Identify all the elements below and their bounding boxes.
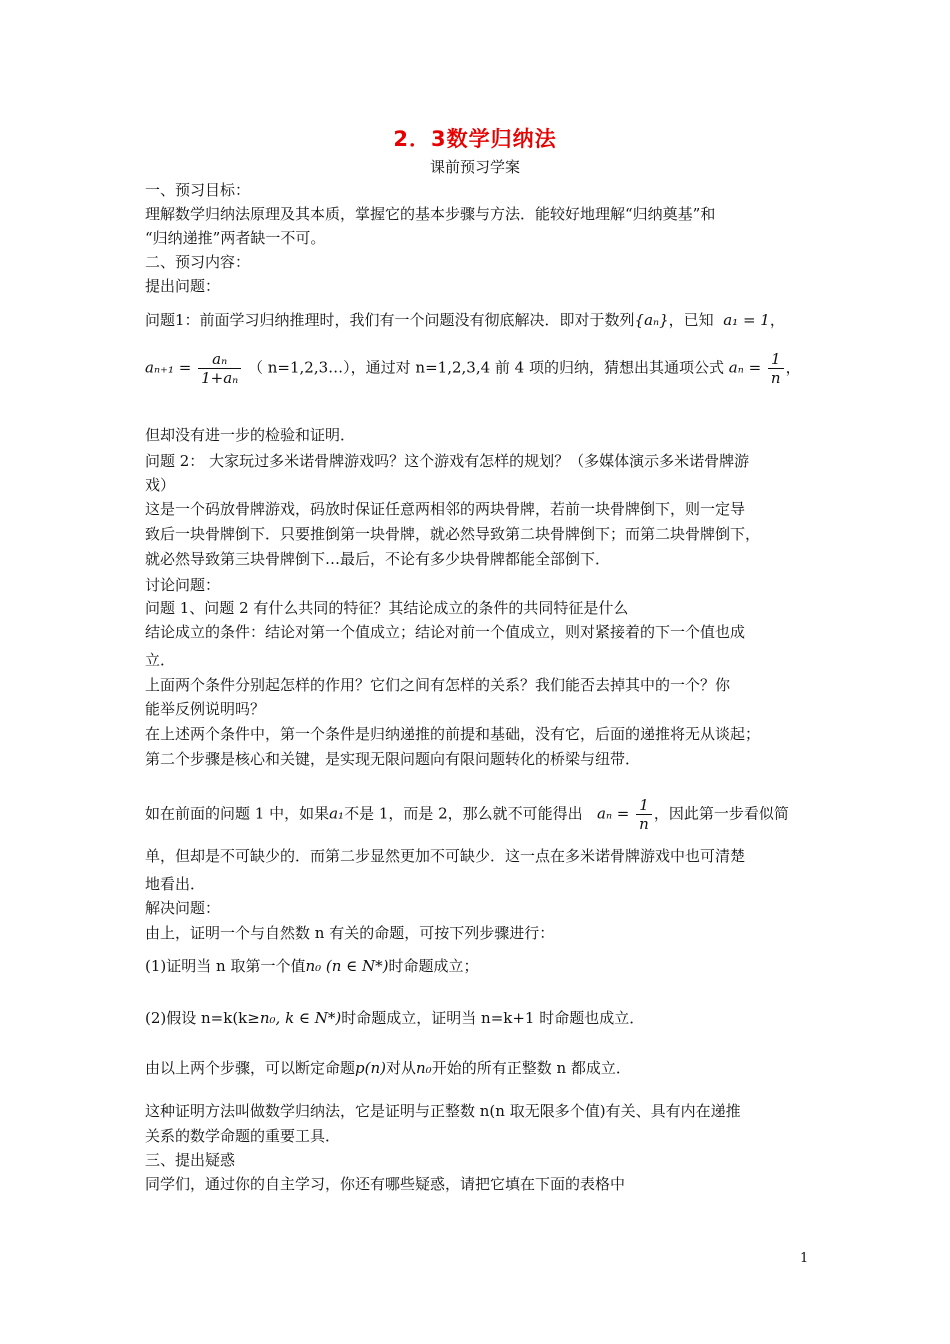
section-heading-goals: 一、预习目标： (145, 181, 251, 199)
text-run: 如在前面的问题 1 中，如果 (145, 804, 330, 823)
text-run: 由以上两个步骤，可以断定命题 (145, 1059, 356, 1077)
paragraph-line: 就必然导致第三块骨牌倒下…最后，不论有多少块骨牌都能全部倒下． (145, 550, 611, 568)
step-2-line (145, 1008, 644, 1028)
paragraph-line: 能举反例说明吗？ (145, 700, 266, 718)
paragraph-line: 第二个步骤是核心和关键，是实现无限问题向有限问题转化的桥梁与纽带． (145, 750, 641, 768)
problem-2-line: 问题 2： 大家玩过多米诺骨牌游戏吗？这个游戏有怎样的规划？（多媒体演示多米诺骨牌游 (145, 452, 750, 470)
general-term-lhs: aₙ = (597, 804, 630, 823)
fraction-numerator: aₙ (198, 350, 241, 369)
text-run: 问题1：前面学习归纳推理时，我们有一个问题没有彻底解决．即对于数列 (145, 311, 635, 329)
text-run: （ n=1,2,3…），通过对 n=1,2,3,4 前 4 项的归纳，猜想出其通项公式 (248, 358, 724, 377)
paragraph-line: 理解数学归纳法原理及其本质，掌握它的基本步骤与方法．能较好地理解“归纳奠基”和 (145, 205, 716, 223)
initial-term-formula: a₁ = 1 (723, 311, 770, 329)
section-heading-questions: 三、提出疑惑 (145, 1151, 236, 1169)
general-term-lhs: aₙ = (728, 358, 762, 377)
text-run: (2)假设 n=k(k≥ (145, 1009, 260, 1027)
text-run: 时命题成立，证明当 n=k+1 时命题也成立． (341, 1009, 645, 1027)
page-subtitle: 课前预习学案 (429, 158, 520, 176)
general-term-fraction (636, 796, 652, 833)
text-run: ，因此第一步看似简 (653, 804, 789, 823)
text-run: 对从 (385, 1059, 416, 1077)
text-run: ，已知 (668, 311, 714, 329)
recurrence-lhs: aₙ₊₁ = (145, 358, 192, 377)
section-heading-content: 二、预习内容： (145, 253, 251, 271)
paragraph-line: 单，但却是不可缺少的．而第二步显然更加不可缺少．这一点在多米诺骨牌游戏中也可清楚 (145, 847, 746, 865)
page-title: 2．3数学归纳法 (393, 127, 557, 151)
paragraph-line: 致后一块骨牌倒下．只要推倒第一块骨牌，就必然导致第二块骨牌倒下；而第二块骨牌倒下， (145, 525, 761, 543)
paragraph-line: 地看出． (145, 875, 206, 893)
text-run: 不是 1，而是 2，那么就不可能得出 (344, 804, 583, 823)
paragraph-line: 但却没有进一步的检验和证明． (145, 426, 356, 444)
paragraph-line: 由上，证明一个与自然数 n 有关的命题，可按下列步骤进行： (145, 924, 555, 942)
paragraph-line: 这种证明方法叫做数学归纳法，它是证明与正整数 n(n 取无限多个值)有关、具有内在递推 (145, 1102, 741, 1120)
paragraph-line: 立． (145, 651, 176, 669)
recurrence-fraction (198, 350, 241, 387)
paragraph-line: “归纳递推”两者缺一不可。 (145, 229, 326, 247)
fraction-denominator: n (639, 815, 649, 833)
paragraph-line: 同学们，通过你的自主学习，你还有哪些疑惑，请把它填在下面的表格中 (145, 1175, 626, 1193)
text-run: 时命题成立； (388, 957, 479, 975)
fraction-denominator: 1+aₙ (201, 369, 239, 387)
section-heading-solve: 解决问题： (145, 899, 221, 917)
proposition-formula: p(n) (355, 1059, 386, 1077)
n0-formula: n₀ (416, 1059, 432, 1077)
general-term-fraction (768, 350, 784, 387)
paragraph-line: 关系的数学命题的重要工具． (145, 1127, 341, 1145)
section-heading-discussion: 讨论问题： (145, 576, 221, 594)
sequence-formula: {aₙ} (634, 311, 669, 329)
text-run: (1)证明当 n 取第一个值 (145, 957, 306, 975)
paragraph-line: 在上述两个条件中，第一个条件是归纳递推的前提和基础，没有它，后面的递推将无从谈起； (145, 725, 761, 743)
paragraph-line: 提出问题： (145, 277, 221, 295)
a1-formula: a₁ (329, 804, 345, 823)
fraction-numerator: 1 (768, 350, 784, 369)
page-number: 1 (800, 1251, 809, 1266)
paragraph-line: 结论成立的条件：结论对第一个值成立；结论对前一个值成立，则对紧接着的下一个值也成 (145, 623, 746, 641)
paragraph-line: 戏） (145, 476, 176, 494)
n0-k-condition-formula: n₀, k ∈ N*) (259, 1009, 342, 1027)
n0-condition-formula: n₀ (n ∈ N*) (305, 957, 389, 975)
paragraph-line: 这是一个码放骨牌游戏，码放时保证任意两相邻的两块骨牌，若前一块骨牌倒下，则一定导 (145, 500, 746, 518)
step-1-line (145, 956, 479, 976)
problem-1-line: 问题1：前面学习归纳推理时，我们有一个问题没有彻底解决．即对于数列{aₙ}，已知 a₁ = 1， (145, 311, 785, 329)
example-line (145, 796, 789, 833)
fraction-denominator: n (770, 369, 781, 387)
conclusion-line (145, 1058, 631, 1078)
text-run: 开始的所有正整数 n 都成立． (431, 1059, 631, 1077)
fraction-numerator: 1 (636, 796, 652, 815)
paragraph-line: 问题 1、问题 2 有什么共同的特征？其结论成立的条件的共同特征是什么 (145, 599, 629, 617)
paragraph-line: 上面两个条件分别起怎样的作用？它们之间有怎样的关系？我们能否去掉其中的一个？你 (145, 676, 731, 694)
recurrence-line: aₙ₊₁ = $\frac{\text{aₙ}}{\text{1+aₙ}}$ （ n=1,2,3…），通过对 n=1,2,3,4 前 4 项的归纳，猜想出其通项公式 aₙ = $\frac{1}{n}$ ， (145, 350, 801, 387)
